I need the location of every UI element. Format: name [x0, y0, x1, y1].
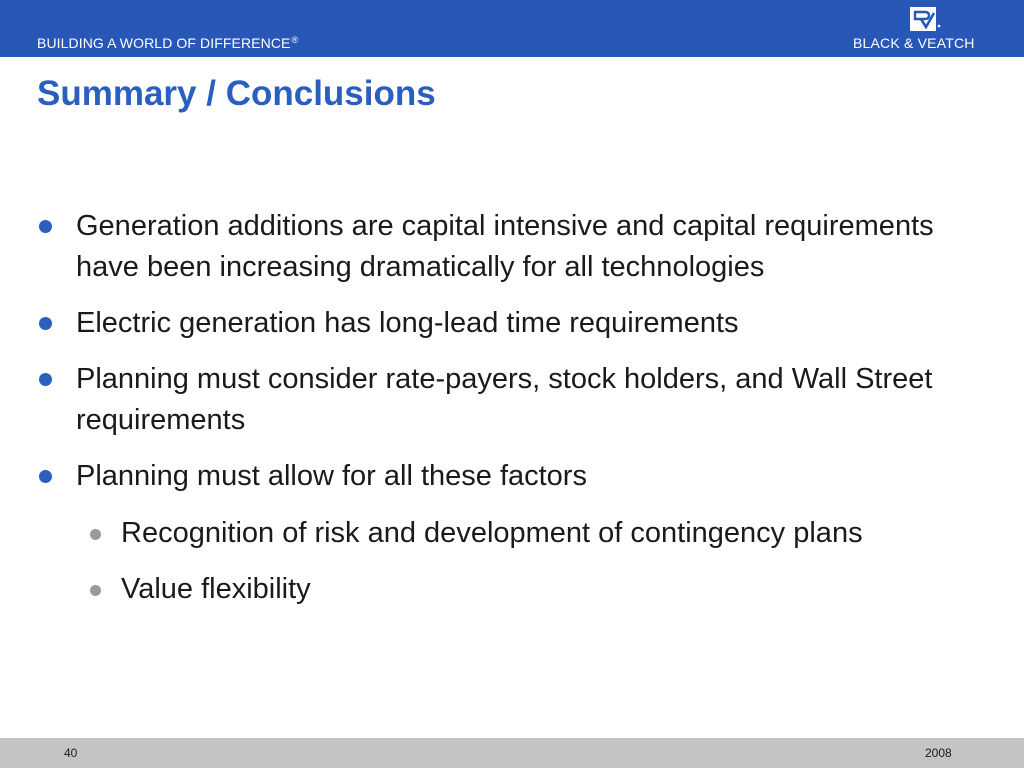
bullet-dot-icon — [39, 470, 52, 483]
bv-logo-icon — [910, 7, 944, 33]
sub-bullet-item — [121, 569, 921, 610]
bullet-item — [0, 206, 996, 288]
footer-bar — [0, 738, 1024, 768]
bullet-item — [0, 303, 996, 344]
bullet-item — [0, 359, 996, 441]
bullet-list — [0, 206, 1024, 625]
bullet-dot-icon — [39, 220, 52, 233]
sub-bullet-list — [76, 513, 996, 610]
sub-bullet-text: Value flexibility — [121, 573, 311, 605]
bullet-text: Electric generation has long-lead time requirements — [76, 307, 739, 339]
sub-bullet-dot-icon — [90, 529, 101, 540]
bullet-text: Planning must allow for all these factors — [76, 460, 587, 492]
sub-bullet-text: Recognition of risk and development of contingency plans — [121, 517, 863, 549]
company-tagline — [37, 31, 298, 52]
bullet-text: Planning must consider rate-payers, stock holders, and Wall Street requirements — [76, 363, 933, 436]
sub-bullet-dot-icon — [90, 585, 101, 596]
tagline-text: BUILDING A WORLD OF DIFFERENCE — [37, 35, 291, 51]
company-logo-text: BLACK & VEATCH — [853, 35, 975, 51]
registered-mark: ® — [291, 35, 299, 45]
page-number: 40 — [64, 746, 78, 760]
bullet-dot-icon — [39, 317, 52, 330]
bullet-text: Generation additions are capital intensive and capital requirements have been increasing dramatically for all technologies — [76, 210, 934, 283]
bullet-item — [0, 456, 996, 610]
slide-title: Summary / Conclusions — [37, 74, 436, 113]
footer-year: 2008 — [925, 746, 952, 760]
bullet-dot-icon — [39, 373, 52, 386]
sub-bullet-item — [121, 513, 921, 554]
